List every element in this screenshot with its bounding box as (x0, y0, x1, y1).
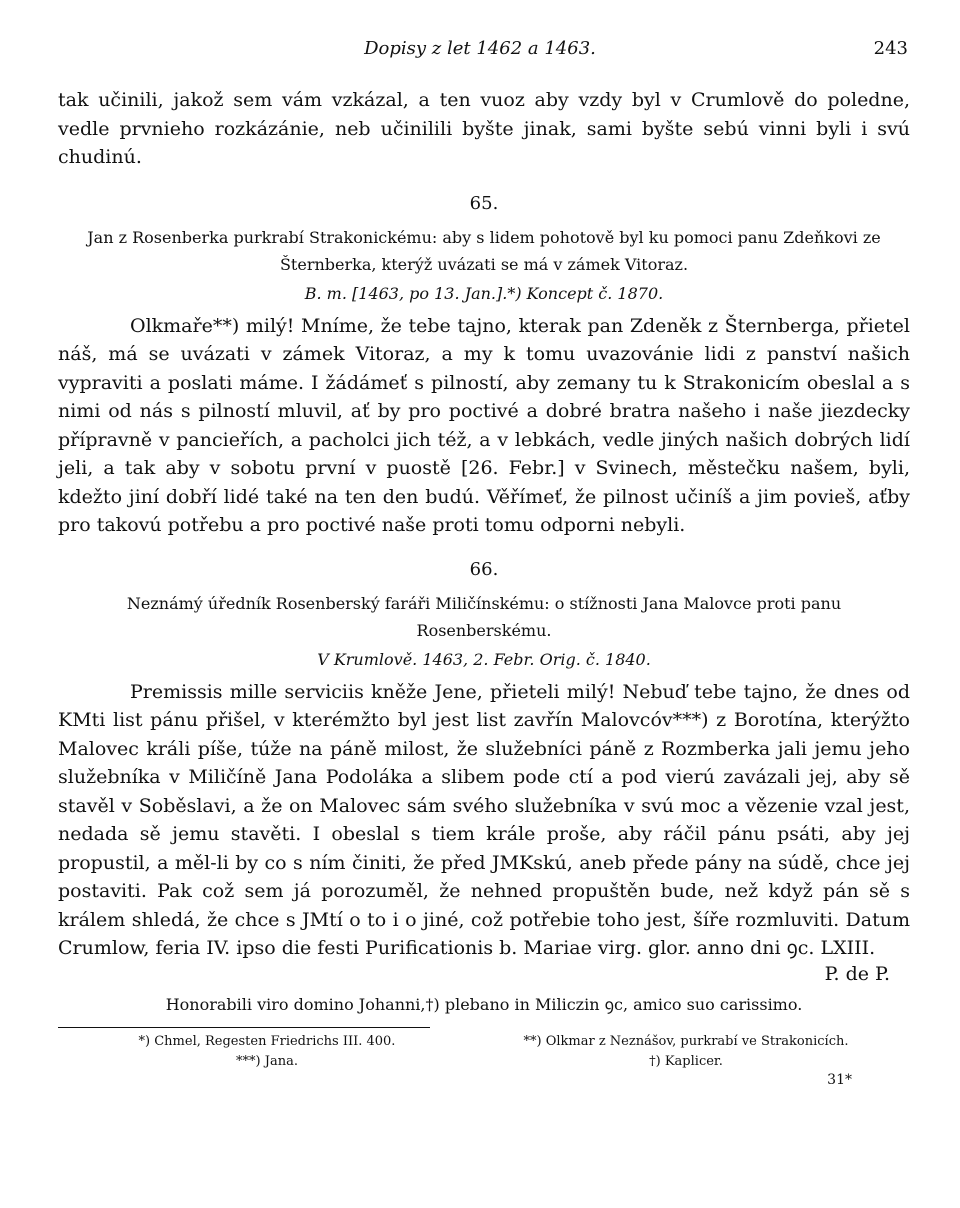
letter-66-source: V Krumlově. 1463, 2. Febr. Orig. č. 1840. (317, 649, 651, 669)
signature-mark: 31* (827, 1071, 852, 1088)
running-title: Dopisy z let 1462 a 1463. (364, 38, 596, 59)
letter-66-signature: P. de P. (824, 962, 890, 985)
continuation-paragraph: tak učinili, jakož sem vám vzkázal, a ten vuoz aby vzdy byl v Crumlově do poledne, vedle prvnieho rozkázánie, neb učinilili byšte jinak, sami byšte sebú vinni byli i svú chudinú. (58, 89, 910, 168)
footnote-1: *) Chmel, Regesten Friedrichs III. 400. (138, 1033, 396, 1049)
letter-66-address: Honorabili viro domino Johanni,†) plebano in Miliczin ꝯc, amico suo carissimo. (165, 994, 803, 1014)
letter-66-summary: Neznámý úředník Rosenberský faráři Miličínskému: o stížnosti Jana Malovce proti panu Rosenberskému. (126, 593, 842, 640)
letter-65-summary: Jan z Rosenberka purkrabí Strakonickému: aby s lidem pohotově byl ku pomoci panu Zdeňkovi ze Šternberka, kterýž uvázati se má v zámek Vitoraz. (87, 227, 881, 274)
page-number: 243 (873, 38, 908, 59)
footnote-row (58, 1032, 910, 1052)
footnote-row (58, 1052, 910, 1072)
letter-66-text: Premissis mille serviciis kněže Jene, přieteli milý! Nebuď tebe tajno, že dnes od KMti list pánu přišel, v kterémžto byl jest list zavřín Malovcóv***) z Borotína, kterýžto Malovec králi píše, túže na páně milost, že služebníci páně z Rozmberka jali jemu jeho služebníka v Miličíně Jana Podoláka a slibem pode ctí a pod vierú zavázali jej, aby sě stavěl v Soběslavi, a že on Malovec sám svého služebníka v svú moc a vězenie vzal jest, nedada sě jemu stavěti. I obeslal s tiem krále proše, aby ráčil pánu psáti, aby jej propustil, a měl-li by co s ním činiti, že před JMKskú, aneb přede pány na súdě, chce jej postaviti. Pak což sem já porozuměl, že nehned propuštěn bude, než když pán sě s králem shledá, že chce s JMtí o to i o jiné, což potřebie toho jest, šíře rozmluviti. Datum Crumlow, feria IV. ipso die festi Purificationis b. Mariae virg. glor. anno dni ꝯc. LXIII. (58, 680, 910, 959)
page-header (0, 38, 960, 68)
page-body (58, 86, 910, 1088)
letter-65-text: Olkmaře**) milý! Mníme, že tebe tajno, kterak pan Zdeněk z Šternberga, přietel náš, má se uvázati v zámek Vitoraz, a my k tomu uvazovánie lidi z panství našich vypraviti a poslati máme. I žádámeť s pilností, aby zemany tu k Strakonicím obeslal a s nimi od nás s pilností mluvil, ať by pro poctivé a dobré bratra našeho i naše jiezdecky přípravně v pancieřích, a pacholci jich též, a v lebkách, vedle jiných našich dobrých lidí jeli, a tak aby v sobotu první v puostě [26. Febr.] v Svinech, městečku našem, byli, kdežto jiní dobří lidé také na ten den budú. Věřímeť, že pilnost učiníš a jim povieš, aťby pro takovú potřebu a pro poctivé naše proti tomu odporni nebyli. (58, 314, 910, 536)
footnote-4: †) Kaplicer. (649, 1053, 723, 1069)
footnote-3: ***) Jana. (236, 1053, 298, 1069)
footnote-2: **) Olkmar z Neznášov, purkrabí ve Strakonicích. (523, 1033, 849, 1049)
letter-66-number: 66. (469, 558, 499, 580)
letter-65-number: 65. (469, 192, 499, 214)
letter-65-source: B. m. [1463, po 13. Jan.].*) Koncept č. 1870. (304, 283, 664, 303)
